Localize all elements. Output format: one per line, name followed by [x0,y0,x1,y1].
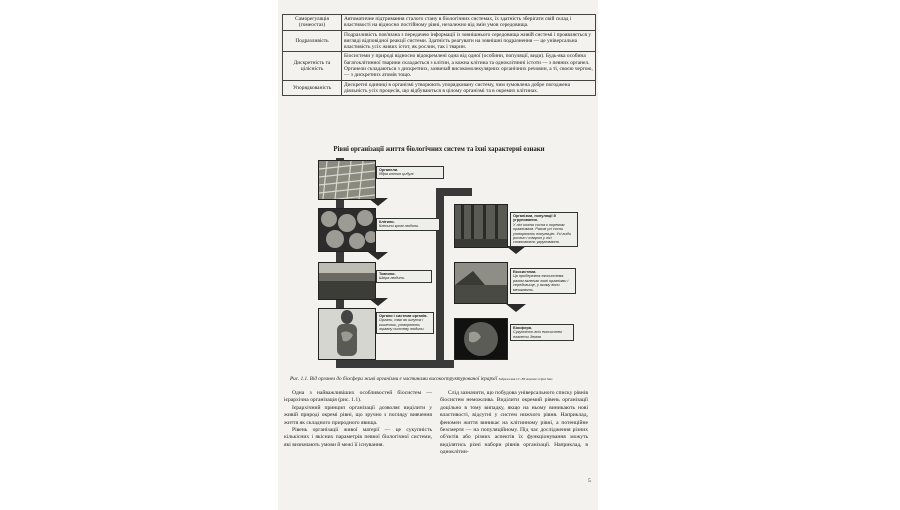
hierarchy-figure [310,158,580,380]
text-column-right [440,390,588,457]
table-description: Дискретні одиниці в організмі утворюють упорядковану систему, чим зумовлена добре погоджена діяльність усіх процесів, що відбуваються в цілому організмі та в окремих клітинах. [342,80,596,96]
table-description: Автоматичне підтримання сталого стану в біологічних системах, їх здатність зберігати свій склад і властивості на відносно постійному рівні, незалежно від змін умов середовища. [342,15,596,31]
level-label-tissues [376,270,432,283]
figure-title: Рівні організації життя біологічних систем та їхні характерні ознаки [333,146,545,153]
level-name: Органели. [379,168,399,172]
level-desc: Ядра клітин цибулі. [379,172,415,177]
table-row [283,52,596,80]
page-number: 5 [588,478,591,484]
coastal-ecosystem-photo [454,262,508,304]
level-desc: Ця прибережна екосистема разом включає живі організми і середовище, у якому вони мешкають. [513,274,569,292]
level-desc: Органи, такі як шлунок і кишечник, утворюють травну систему людини. [379,318,425,332]
caption-source: Зображення CC-BY ліцензія з Open Stax [498,377,553,381]
level-desc: Шкіра людини. [379,276,405,281]
table-term: Дискретність та цілісність [283,52,342,80]
paragraph: Рівень організації живої матерії — це сукупність кількісних і якісних параметрів певної біологічної системи, які визначають умови й межі її існування. [284,427,432,448]
blood-cells-photo [318,208,376,252]
forest-photo [454,204,508,248]
paragraph: Слід зазначити, що побудова універсального списку рівнів біосистем неможлива. Виділити окремий рівень організації доцільно в тому випадку, якщо на ньому виникають нові властивості, відсутні у систем нижчого рівня. Наприклад, феномен життя виникає на клітинному рівні, а потенційне безсмертя — на популяційному. Під час дослідження різних об'єктів або різних аспектів їх функціонування можуть виділятись різні набори рівнів організації. Наприклад, в одноклітин- [440,390,588,456]
table-description: Біосистеми у природі відносно відокремлені одна від одної (особини, популяції, види). Будь-яка особина багатоклітинної тварини складається з клітин, а кожна клітина та одноклітинні істоти — з певних органел. Органели складаються з дискретних, зазвичай високомолекулярних органічних речовин, а ті, своєю чергою, — з дискретних атомів тощо. [342,52,596,80]
paragraph: Одна з найважливіших особливостей біосистем — ієрархічна організація (рис. 1.1). [284,390,432,404]
level-label-organisms [510,212,578,247]
table-description: Подразливість пов'язана з передачею інформації із зовнішнього середовища живій системі і проявляється у вигляді відповідної реакції системи. Здатність реагувати на зовнішні подразнення — це універсальна властивість усіх живих істот, як рослин, так і тварин. [342,30,596,52]
level-desc: У лісі кожна сосна є окремим організмом. Разом усі сосни утворюють популяцію. Усі види рослин і тварин у лісі становлять угруповання. [513,222,571,245]
level-label-biosphere [510,324,574,341]
organ-systems-photo [318,308,376,360]
level-label-organelles [376,166,444,179]
text-column-left [284,390,432,449]
caption-text: Рис. 1.1. Від органел до біосфери живі організми є частинами високоструктурованої ієрархії [290,376,498,382]
paragraph: Ієрархічний принцип організації дозволяє виділити у живій природі окремі рівні, що зручно з погляду вивчення життя як складного природного явища. [284,404,432,426]
onion-cells-photo [318,160,376,200]
level-label-ecosystems [510,268,576,294]
properties-table [282,14,596,96]
level-name: Екосистеми. [513,270,537,274]
level-label-cells [376,218,440,231]
table-row [283,30,596,52]
level-name: Біосфера. [513,326,533,330]
figure-caption [290,376,590,382]
table-term: Саморегуляція (гомеостаз) [283,15,342,31]
level-name: Органи і системи органів. [379,314,428,318]
level-name: Клітини. [379,220,395,224]
level-label-organs [376,312,434,334]
biosphere-photo [454,318,508,360]
skin-tissue-photo [318,262,376,300]
table-row [283,15,596,31]
table-term: Подразливість [283,30,342,52]
level-desc: Клітини крові людини. [379,224,420,229]
level-desc: Сукупність всіх екосистем планети Земля [513,330,562,339]
table-row [283,80,596,96]
level-name: Тканини. [379,272,396,276]
table-term: Упорядкованість [283,80,342,96]
level-name: Організми, популяції й угруповання. [513,214,556,223]
